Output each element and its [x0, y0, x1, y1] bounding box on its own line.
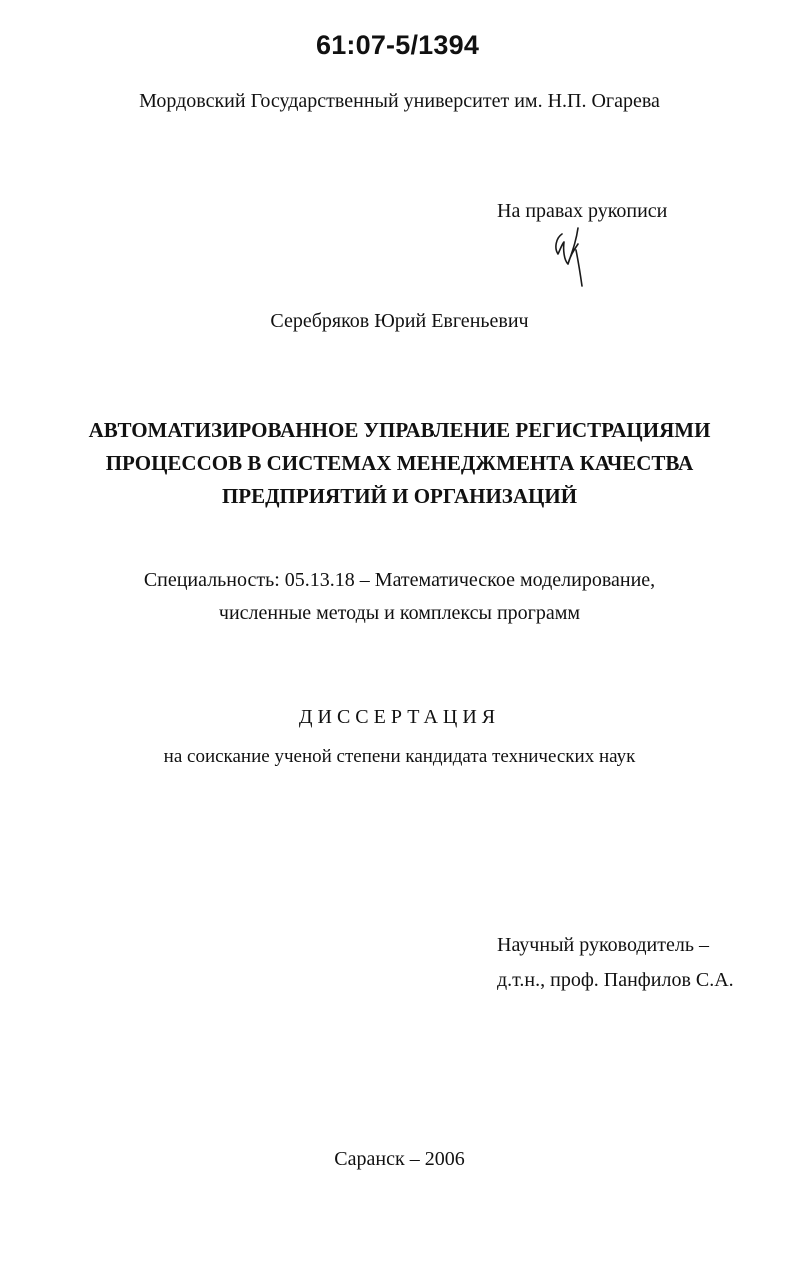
degree-statement: на соискание ученой степени кандидата технических наук: [163, 746, 636, 767]
document-type: ДИССЕРТАЦИЯ: [298, 706, 501, 728]
supervisor-name: д.т.н., проф. Панфилов С.А.: [497, 969, 734, 991]
specialty-line: численные методы и комплексы программ: [218, 602, 581, 624]
title-line: АВТОМАТИЗИРОВАННОЕ УПРАВЛЕНИЕ РЕГИСТРАЦИЯМИ: [88, 418, 711, 442]
specialty: [0, 564, 799, 630]
university-name: Мордовский Государственный университет им. Н.П. Огарева: [139, 90, 660, 112]
supervisor-block: [497, 928, 734, 998]
dissertation-title: [0, 414, 799, 513]
handwritten-signature: [548, 220, 588, 290]
rights-notice: На правах рукописи: [497, 200, 668, 222]
title-line: ПРЕДПРИЯТИЙ И ОРГАНИЗАЦИЙ: [221, 484, 578, 508]
catalog-number: 61:07-5/1394: [316, 30, 480, 60]
author-name: Серебряков Юрий Евгеньевич: [270, 310, 529, 332]
specialty-line: Специальность: 05.13.18 – Математическое моделирование,: [143, 569, 656, 591]
title-line: ПРОЦЕССОВ В СИСТЕМАХ МЕНЕДЖМЕНТА КАЧЕСТВА: [105, 451, 694, 475]
place-year: Саранск – 2006: [334, 1148, 465, 1170]
supervisor-role: Научный руководитель –: [497, 934, 709, 956]
